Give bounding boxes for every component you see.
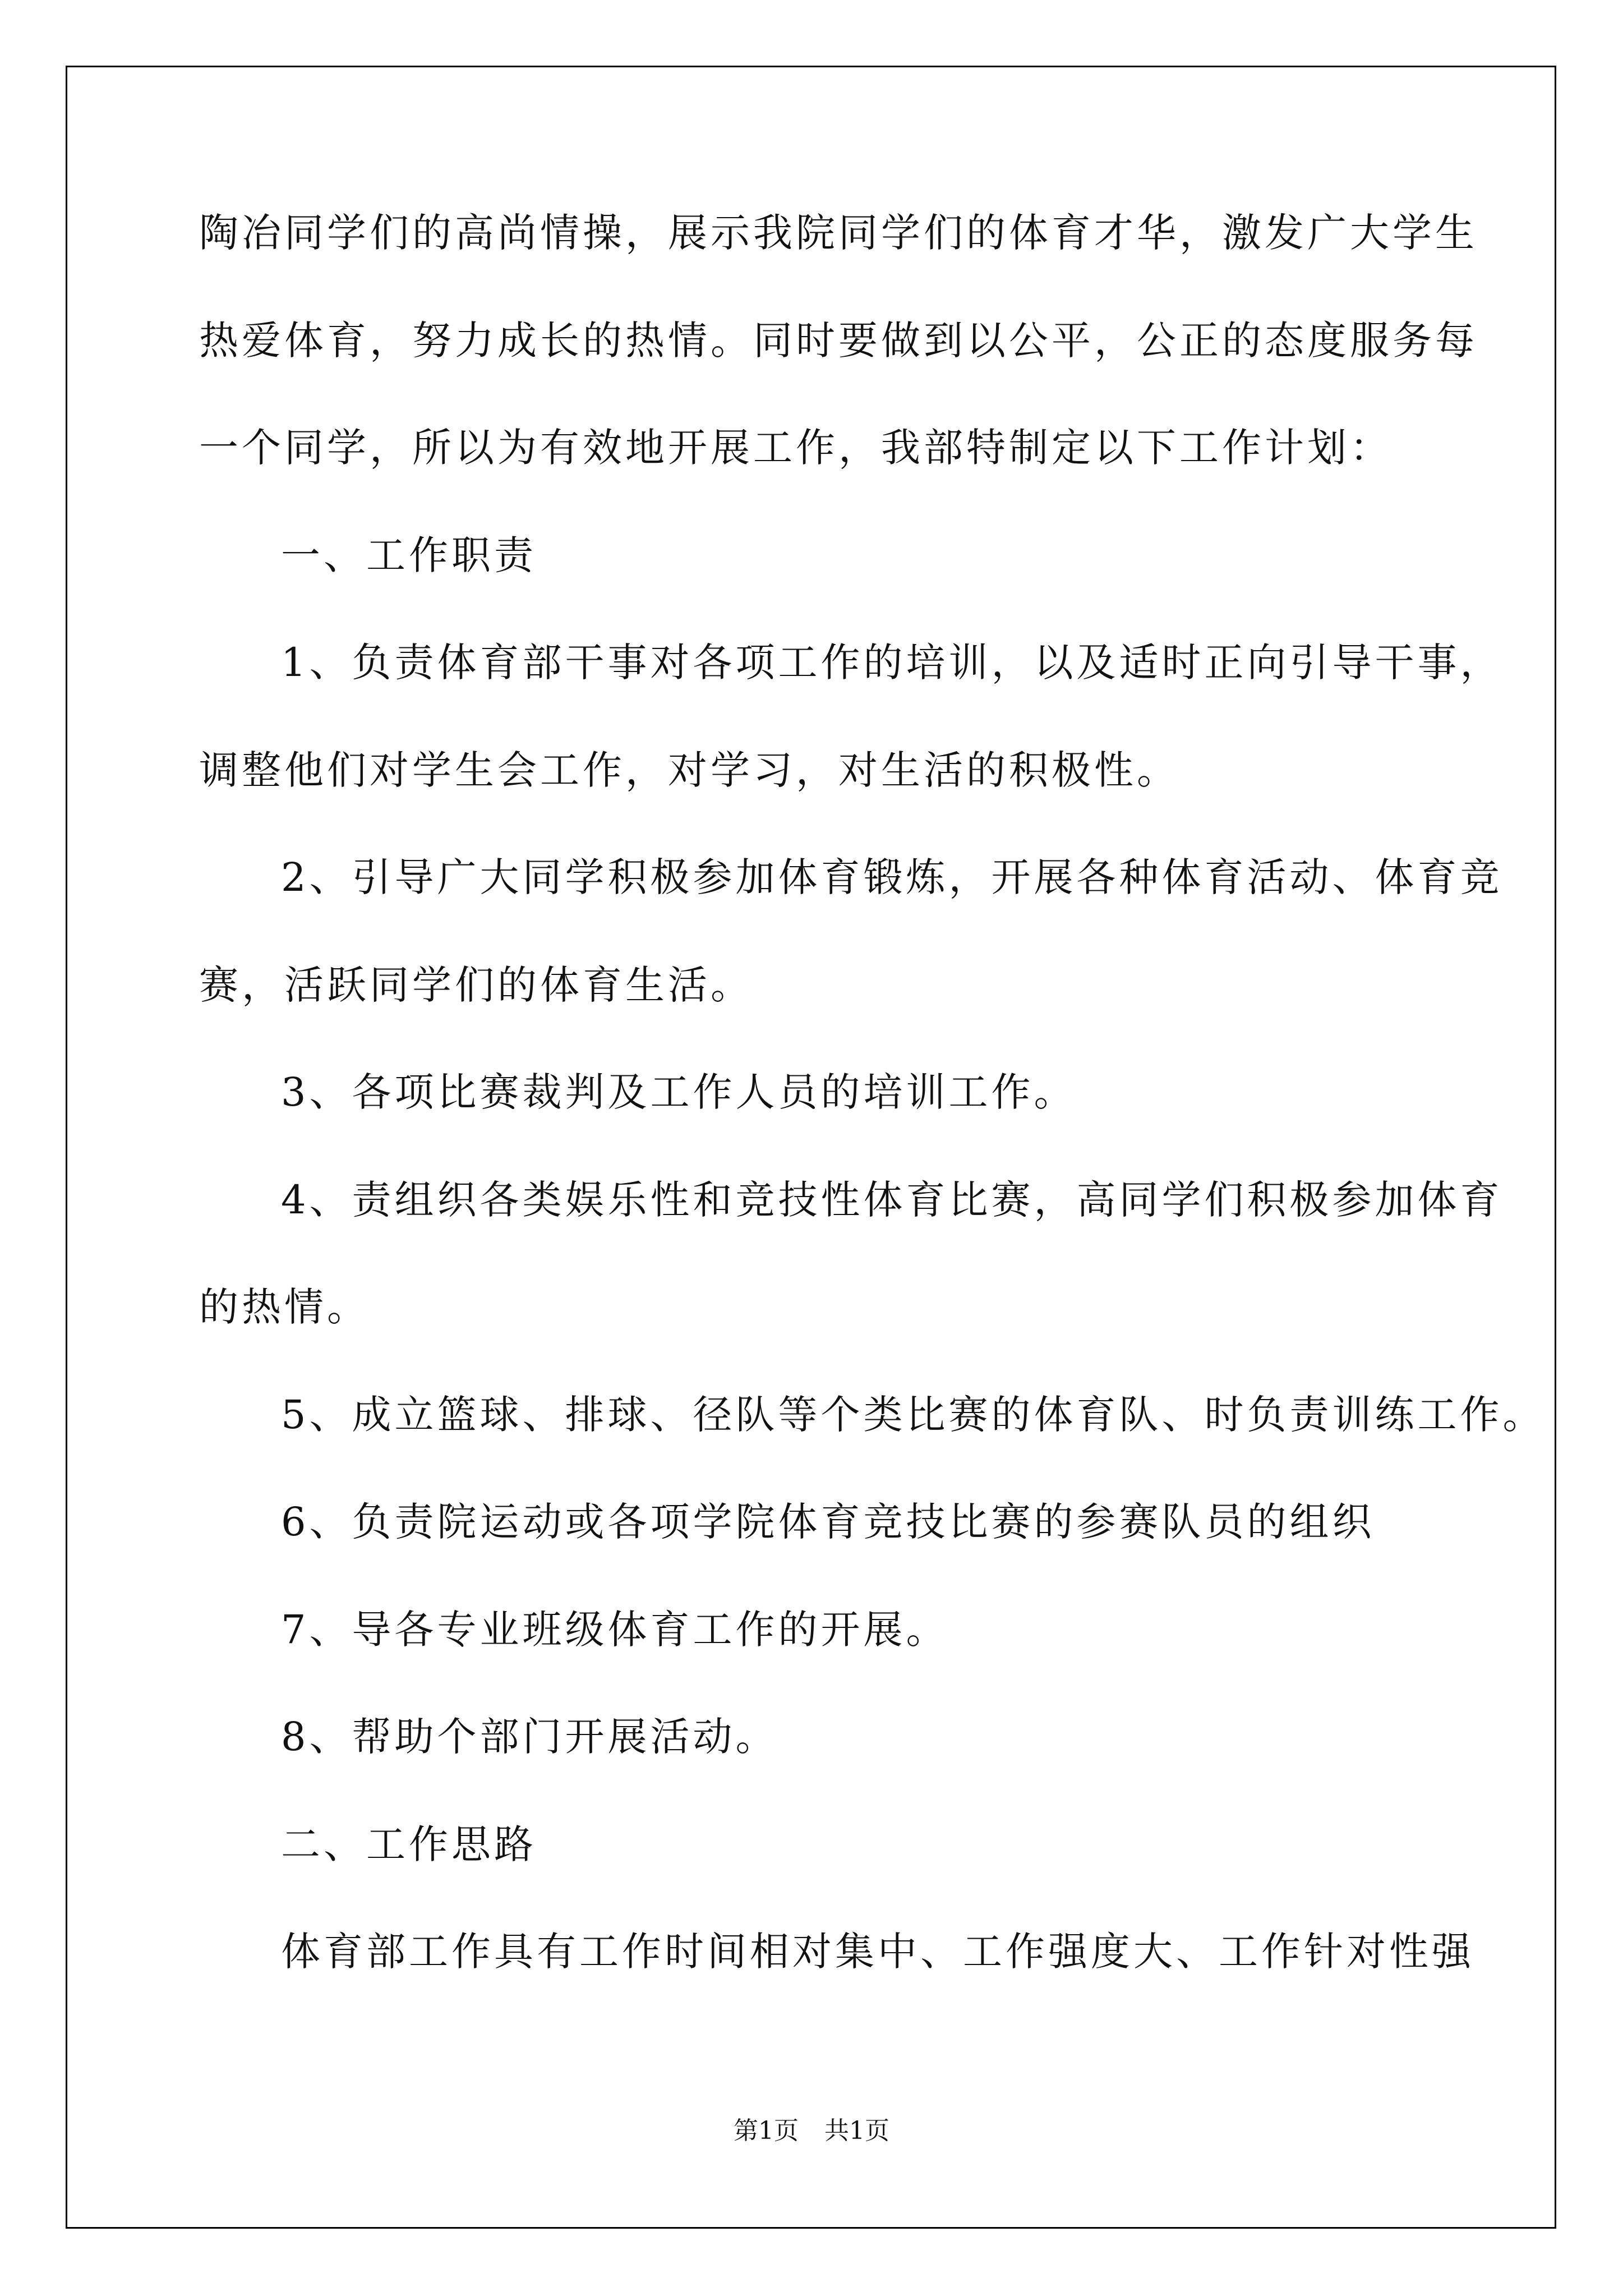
list-item: 6、负责院运动或各项学院体育竞技比赛的参赛队员的组织 (281, 1499, 1375, 1545)
page-footer (0, 2110, 1623, 2146)
page-total: 共1页 (824, 2116, 889, 2145)
list-item: 7、导各专业班级体育工作的开展。 (281, 1606, 949, 1653)
document-body (199, 210, 1546, 2037)
section-heading: 二、工作思路 (281, 1821, 537, 1867)
paragraph-line: 热爱体育，努力成长的热情。同时要做到以公平，公正的态度服务每 (199, 317, 1478, 364)
list-item: 5、成立篮球、排球、径队等个类比赛的体育队、时负责训练工作。 (281, 1391, 1546, 1438)
list-item-continuation: 调整他们对学生会工作，对学习，对生活的积极性。 (199, 747, 1179, 793)
list-item: 1、负责体育部干事对各项工作的培训，以及适时正向引导干事， (281, 639, 1503, 685)
list-item: 8、帮助个部门开展活动。 (281, 1714, 778, 1760)
paragraph-line: 一个同学，所以为有效地开展工作，我部特制定以下工作计划： (199, 425, 1393, 471)
list-item-continuation: 的热情。 (199, 1284, 370, 1330)
list-item: 2、引导广大同学积极参加体育锻炼，开展各种体育活动、体育竞 (281, 854, 1503, 900)
page-number: 第1页 (734, 2116, 799, 2145)
section-heading: 一、工作职责 (281, 532, 537, 578)
list-item-continuation: 赛，活跃同学们的体育生活。 (199, 961, 753, 1008)
list-item: 3、各项比赛裁判及工作人员的培训工作。 (281, 1069, 1077, 1115)
paragraph-line: 体育部工作具有工作时间相对集中、工作强度大、工作针对性强 (281, 1929, 1474, 1975)
list-item: 4、责组织各类娱乐性和竞技性体育比赛，高同学们积极参加体育 (281, 1176, 1503, 1223)
paragraph-line: 陶冶同学们的高尚情操，展示我院同学们的体育才华，激发广大学生 (199, 210, 1478, 256)
